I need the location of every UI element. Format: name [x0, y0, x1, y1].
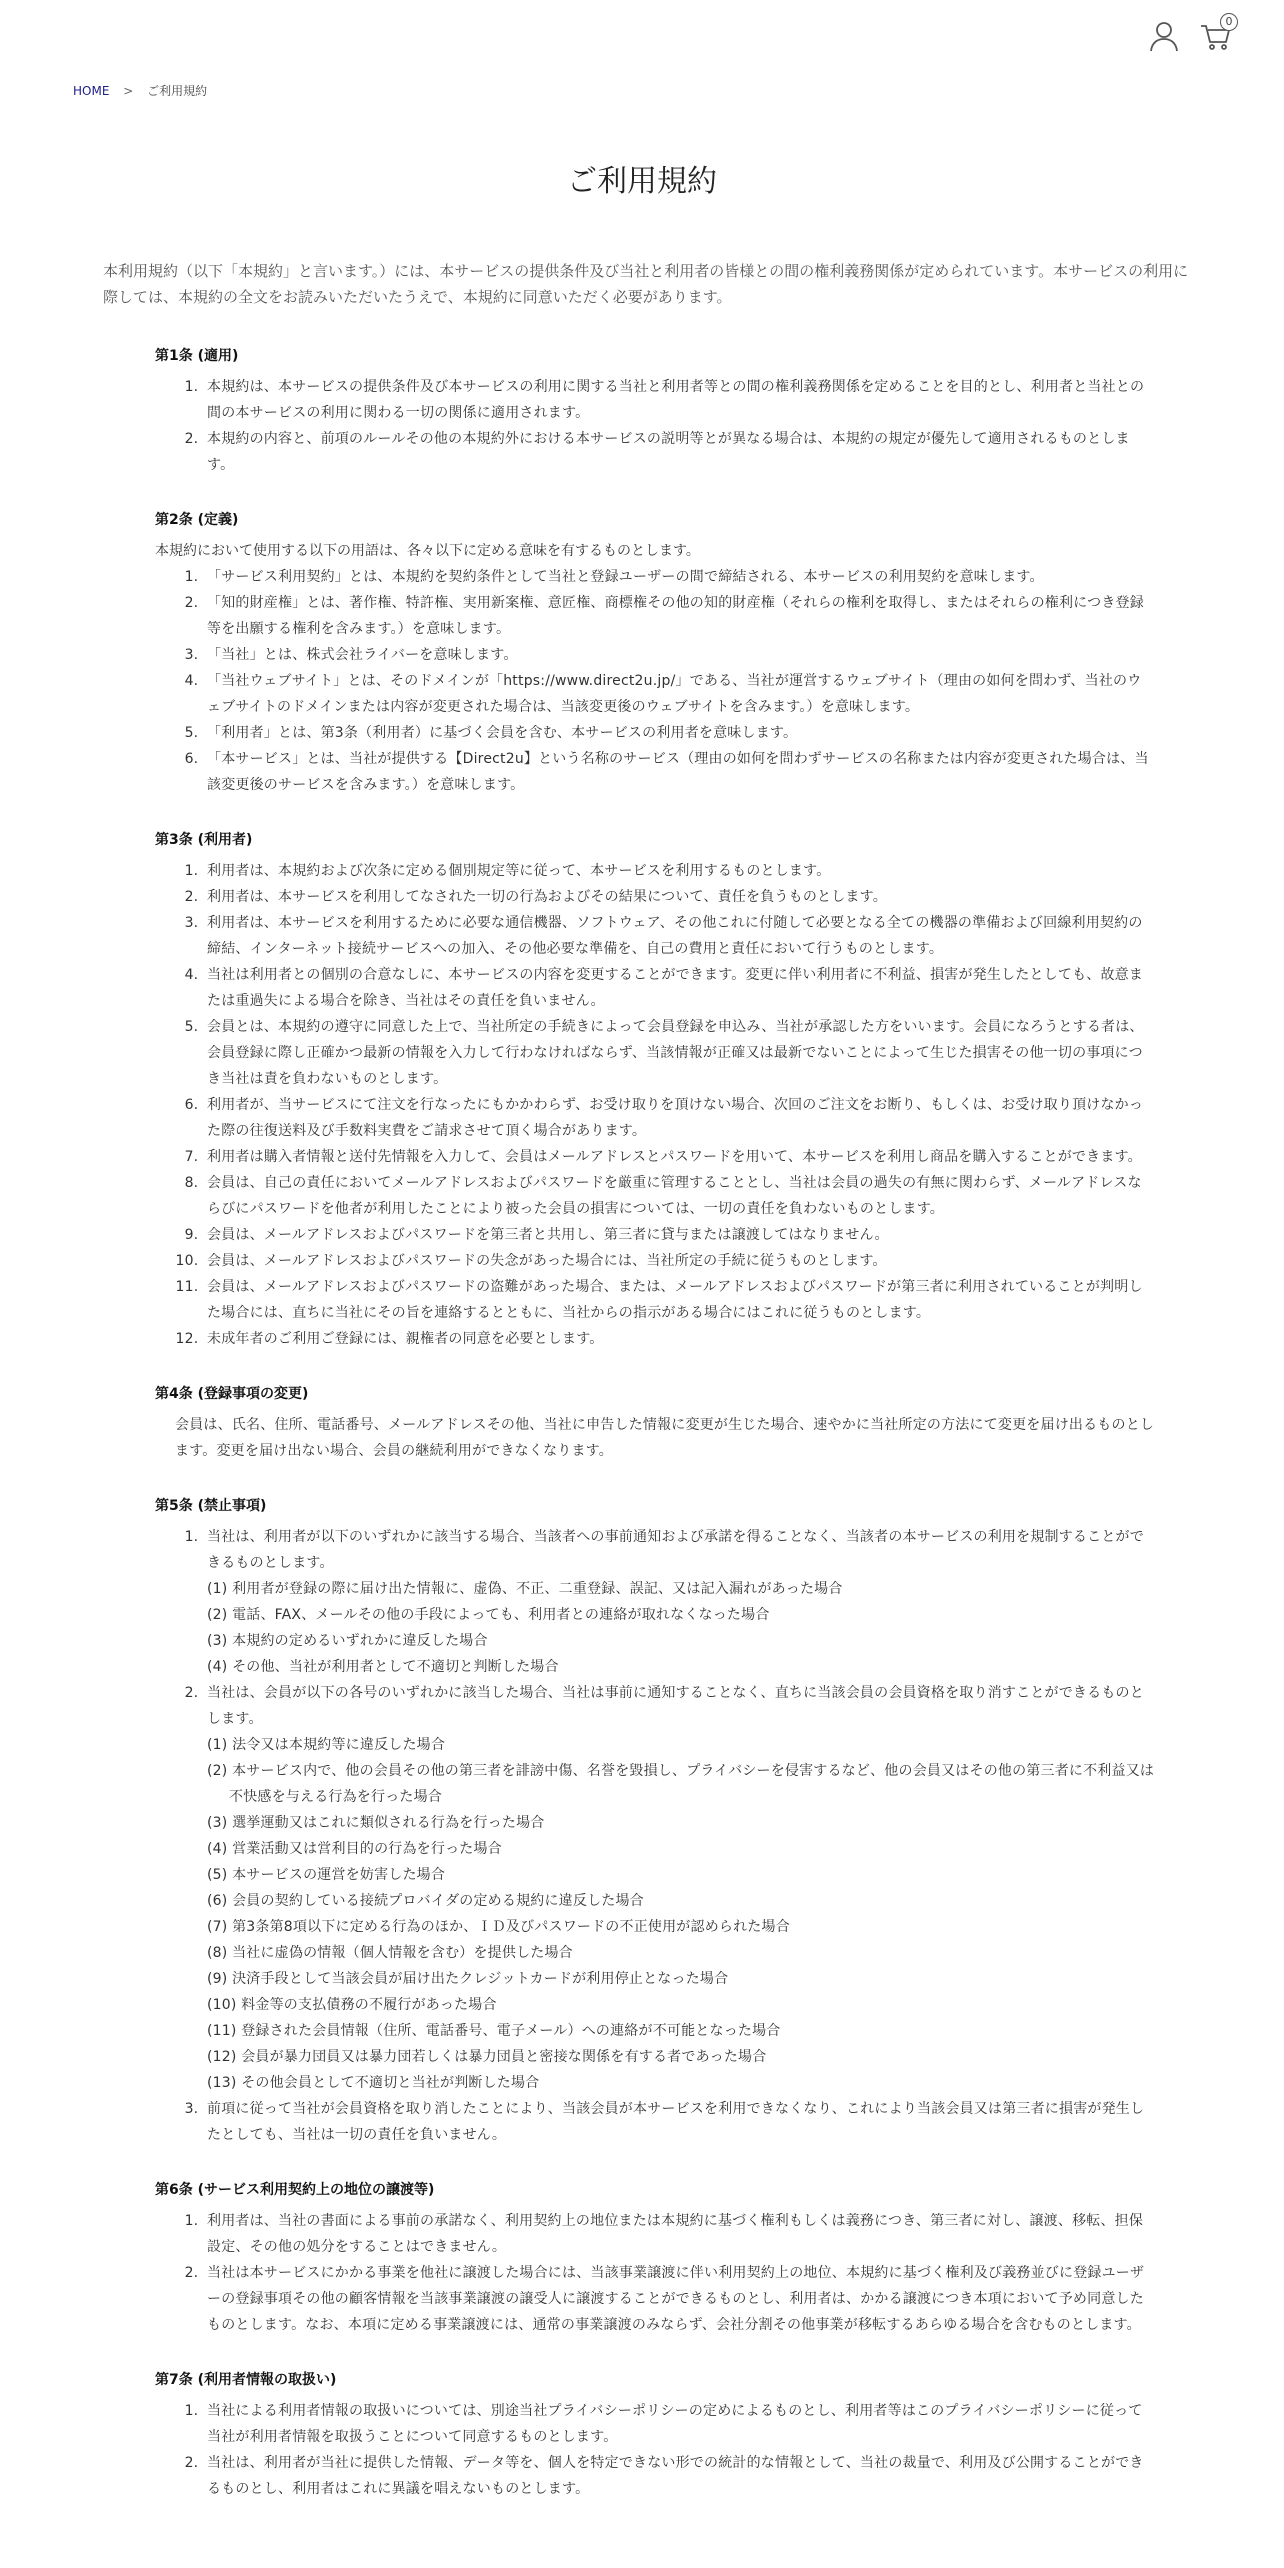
article-heading: 第2条 (定義) — [155, 512, 239, 528]
article-item — [203, 2096, 1155, 2148]
article-subitem: (7) 第3条第8項以下に定める行為のほか、ＩＤ及びパスワードの不正使用が認められた場合 — [207, 1919, 790, 1935]
article-item — [203, 720, 1155, 746]
article-item — [203, 1170, 1155, 1222]
article-item — [203, 1524, 1155, 1680]
article-item — [203, 2450, 1155, 2502]
article-item — [203, 1326, 1155, 1352]
article-item-text: 当社による利用者情報の取扱いについては、別途当社プライバシーポリシーの定めによるものとし、利用者等はこのプライバシーポリシーに従って当社が利用者情報を取扱うことについて同意するものとします。 — [207, 2403, 1143, 2445]
article-heading: 第1条 (適用) — [155, 348, 239, 364]
article-item-text: 「知的財産権」とは、著作権、特許権、実用新案権、意匠権、商標権その他の知的財産権（それらの権利を取得し、またはそれらの権利につき登録等を出願する権利を含みます。）を意味します。 — [207, 595, 1144, 637]
articles-section — [155, 346, 1155, 2534]
article-section — [155, 510, 1155, 798]
breadcrumb-home-link[interactable]: HOME — [73, 84, 110, 98]
article-item — [203, 642, 1155, 668]
article-item-text: 利用者は購入者情報と送付先情報を入力して、会員はメールアドレスとパスワードを用いて、本サービスを利用し商品を購入することができます。 — [207, 1149, 1142, 1165]
article-subitem: (6) 会員の契約している接続プロバイダの定める規約に違反した場合 — [207, 1893, 644, 1909]
article-item — [203, 2208, 1155, 2260]
article-item-text: 当社は本サービスにかかる事業を他社に譲渡した場合には、当該事業譲渡に伴い利用契約上の地位、本規約に基づく権利及び義務並びに登録ユーザーの登録事項その他の顧客情報を当該事業譲渡の譲受人に譲渡することができるものとし、利用者は、かかる譲渡につき本項において予め同意したものとします。なお、本項に定める事業譲渡には、通常の事業譲渡のみならず、会社分割その他事業が移転するあらゆる場合を含むものとします。 — [207, 2265, 1145, 2333]
article-section — [155, 2370, 1155, 2502]
article-item — [203, 2398, 1155, 2450]
breadcrumb-current: ご利用規約 — [147, 84, 208, 98]
article-items — [155, 1524, 1155, 2148]
article-item-text: 利用者は、当社の書面による事前の承諾なく、利用契約上の地位または本規約に基づく権利もしくは義務につき、第三者に対し、譲渡、移転、担保設定、その他の処分をすることはできません。 — [207, 2213, 1144, 2255]
article-item-text: 会員は、メールアドレスおよびパスワードの盗難があった場合、または、メールアドレスおよびパスワードが第三者に利用されていることが判明した場合には、直ちに当社にその旨を連絡するとともに、当社からの指示がある場合にはこれに従うものとします。 — [207, 1279, 1143, 1321]
article-item-text: 利用者は、本規約および次条に定める個別規定等に従って、本サービスを利用するものとします。 — [207, 863, 831, 879]
article-subitem: (2) 本サービス内で、他の会員その他の第三者を誹謗中傷、名誉を毀損し、プライバシーを侵害するなど、他の会員又はその他の第三者に不利益又は不快感を与える行為を行った場合 — [207, 1763, 1155, 1805]
article-item — [203, 1248, 1155, 1274]
article-subitem: (12) 会員が暴力団員又は暴力団若しくは暴力団員と密接な関係を有する者であった場合 — [207, 2049, 767, 2065]
article-subitem: (13) その他会員として不適切と当社が判断した場合 — [207, 2075, 540, 2091]
article-item-text: 「当社」とは、株式会社ライバーを意味します。 — [207, 647, 518, 663]
article-section — [155, 346, 1155, 478]
article-item — [203, 590, 1155, 642]
article-item-text: 当社は、利用者が当社に提供した情報、データ等を、個人を特定できない形での統計的な情報として、当社の裁量で、利用及び公開することができるものとし、利用者はこれに異議を唱えないものとします。 — [207, 2455, 1144, 2497]
article-item — [203, 858, 1155, 884]
breadcrumb — [73, 82, 207, 99]
page-title: ご利用規約 — [567, 164, 717, 199]
article-item-text: 利用者は、本サービスを利用してなされた一切の行為およびその結果について、責任を負うものとします。 — [207, 889, 887, 905]
article-item — [203, 910, 1155, 962]
article-item — [203, 1092, 1155, 1144]
article-item — [203, 564, 1155, 590]
article-subitem: (4) 営業活動又は営利目的の行為を行った場合 — [207, 1841, 502, 1857]
article-item — [203, 746, 1155, 798]
article-item-text: 会員とは、本規約の遵守に同意した上で、当社所定の手続きによって会員登録を申込み、当社が承認した方をいいます。会員になろうとする者は、会員登録に際し正確かつ最新の情報を入力して行わなければならず、当該情報が正確又は最新でないことによって生じた損害その他一切の事項につき当社は責を負わないものとします。 — [207, 1019, 1144, 1087]
article-item — [203, 668, 1155, 720]
article-section — [155, 2180, 1155, 2338]
article-item-text: 当社は利用者との個別の合意なしに、本サービスの内容を変更することができます。変更に伴い利用者に不利益、損害が発生したとしても、故意または重過失による場合を除き、当社はその責任を負いません。 — [207, 967, 1144, 1009]
cart-count-badge: 0 — [1220, 13, 1238, 31]
article-heading: 第6条 (サービス利用契約上の地位の譲渡等) — [155, 2182, 435, 2198]
article-item — [203, 374, 1155, 426]
article-lead: 本規約において使用する以下の用語は、各々以下に定める意味を有するものとします。 — [155, 543, 700, 559]
article-item-text: 会員は、メールアドレスおよびパスワードを第三者と共用し、第三者に貸与または譲渡してはなりません。 — [207, 1227, 889, 1243]
article-heading: 第3条 (利用者) — [155, 832, 253, 848]
article-item — [203, 962, 1155, 1014]
article-items — [155, 858, 1155, 1352]
article-item-text: 「本サービス」とは、当社が提供する【Direct2u】という名称のサービス（理由の如何を問わずサービスの名称または内容が変更された場合は、当該変更後のサービスを含みます。）を意味します。 — [207, 751, 1149, 793]
article-item — [203, 1014, 1155, 1092]
article-heading: 第5条 (禁止事項) — [155, 1498, 267, 1514]
article-items — [155, 374, 1155, 478]
article-items — [155, 564, 1155, 798]
article-section — [155, 830, 1155, 1352]
article-body: 会員は、氏名、住所、電話番号、メールアドレスその他、当社に申告した情報に変更が生じた場合、速やかに当社所定の方法にて変更を届け出るものとします。変更を届け出ない場合、会員の継続利用ができなくなります。 — [175, 1417, 1155, 1459]
header-icons — [1130, 15, 1234, 54]
article-item-text: 利用者が、当サービスにて注文を行なったにもかかわらず、お受け取りを頂けない場合、次回のご注文をお断り、もしくは、お受け取り頂けなかった際の往復送料及び手数料実費をご請求させて頂く場合があります。 — [207, 1097, 1144, 1139]
article-subitem: (1) 利用者が登録の際に届け出た情報に、虚偽、不正、二重登録、誤記、又は記入漏れがあった場合 — [207, 1581, 843, 1597]
article-heading: 第7条 (利用者情報の取扱い) — [155, 2372, 337, 2388]
article-item-text: 「サービス利用契約」とは、本規約を契約条件として当社と登録ユーザーの間で締結される、本サービスの利用契約を意味します。 — [207, 569, 1044, 585]
article-item — [203, 1222, 1155, 1248]
article-item-text: 前項に従って当社が会員資格を取り消したことにより、当該会員が本サービスを利用できなくなり、これにより当該会員又は第三者に損害が発生したとしても、当社は一切の責任を負いません。 — [207, 2101, 1145, 2143]
article-subitem: (9) 決済手段として当該会員が届け出たクレジットカードが利用停止となった場合 — [207, 1971, 729, 1987]
intro-paragraph: 本利用規約（以下「本規約」と言います。）には、本サービスの提供条件及び当社と利用者の皆様との間の権利義務関係が定められています。本サービスの利用に際しては、本規約の全文をお読みいただいたうえで、本規約に同意いただく必要があります。 — [103, 262, 1189, 306]
article-item — [203, 1144, 1155, 1170]
cart-icon[interactable] — [1198, 15, 1234, 54]
article-item-text: 会員は、自己の責任においてメールアドレスおよびパスワードを厳重に管理することとし、当社は会員の過失の有無に関わらず、メールアドレスならびにパスワードを他者が利用したことにより被った会員の損害については、一切の責任を負わないものとします。 — [207, 1175, 1142, 1217]
article-item-text: 本規約の内容と、前項のルールその他の本規約外における本サービスの説明等とが異なる場合は、本規約の規定が優先して適用されるものとします。 — [207, 431, 1130, 473]
article-item — [203, 2260, 1155, 2338]
article-subitem: (11) 登録された会員情報（住所、電話番号、電子メール）への連絡が不可能となった場合 — [207, 2023, 781, 2039]
article-item-text: 当社は、利用者が以下のいずれかに該当する場合、当該者への事前通知および承諾を得ることなく、当該者の本サービスの利用を規制することができるものとします。 — [207, 1529, 1144, 1571]
user-icon[interactable] — [1146, 18, 1182, 54]
article-subitem: (5) 本サービスの運営を妨害した場合 — [207, 1867, 446, 1883]
article-subitems — [207, 1576, 1155, 1680]
article-item-text: 「当社ウェブサイト」とは、そのドメインが「https://www.direct2u.jp/」である、当社が運営するウェブサイト（理由の如何を問わず、当社のウェブサイトのドメインまたは内容が変更された場合は、当該変更後のウェブサイトを含みます。）を意味します。 — [207, 673, 1142, 715]
article-subitem: (4) その他、当社が利用者として不適切と判断した場合 — [207, 1659, 559, 1675]
article-subitem: (3) 本規約の定めるいずれかに違反した場合 — [207, 1633, 488, 1649]
breadcrumb-separator: > — [123, 84, 134, 98]
article-section — [155, 1496, 1155, 2148]
article-item-text: 「利用者」とは、第3条（利用者）に基づく会員を含む、本サービスの利用者を意味します。 — [207, 725, 798, 741]
article-item — [203, 426, 1155, 478]
article-subitems — [207, 1732, 1155, 2096]
article-heading: 第4条 (登録事項の変更) — [155, 1386, 309, 1402]
article-item-text: 利用者は、本サービスを利用するために必要な通信機器、ソフトウェア、その他これに付随して必要となる全ての機器の準備および回線利用契約の締結、インターネット接続サービスへの加入、その他必要な準備を、自己の費用と責任において行うものとします。 — [207, 915, 1143, 957]
article-subitem: (2) 電話、FAX、メールその他の手段によっても、利用者との連絡が取れなくなった場合 — [207, 1607, 770, 1623]
article-items — [155, 2398, 1155, 2502]
article-section — [155, 1384, 1155, 1464]
article-item-text: 会員は、メールアドレスおよびパスワードの失念があった場合には、当社所定の手続に従うものとします。 — [207, 1253, 887, 1269]
article-subitem: (10) 料金等の支払債務の不履行があった場合 — [207, 1997, 497, 2013]
article-subitem: (1) 法令又は本規約等に違反した場合 — [207, 1737, 446, 1753]
article-item-text: 当社は、会員が以下の各号のいずれかに該当した場合、当社は事前に通知することなく、直ちに当該会員の会員資格を取り消すことができるものとします。 — [207, 1685, 1144, 1727]
article-item — [203, 884, 1155, 910]
article-items — [155, 2208, 1155, 2338]
article-item — [203, 1680, 1155, 2096]
article-item-text: 未成年者のご利用ご登録には、親権者の同意を必要とします。 — [207, 1331, 604, 1347]
article-subitem: (3) 選挙運動又はこれに類似される行為を行った場合 — [207, 1815, 545, 1831]
article-subitem: (8) 当社に虚偽の情報（個人情報を含む）を提供した場合 — [207, 1945, 573, 1961]
article-item-text: 本規約は、本サービスの提供条件及び本サービスの利用に関する当社と利用者等との間の権利義務関係を定めることを目的とし、利用者と当社との間の本サービスの利用に関わる一切の関係に適用されます。 — [207, 379, 1145, 421]
article-item — [203, 1274, 1155, 1326]
